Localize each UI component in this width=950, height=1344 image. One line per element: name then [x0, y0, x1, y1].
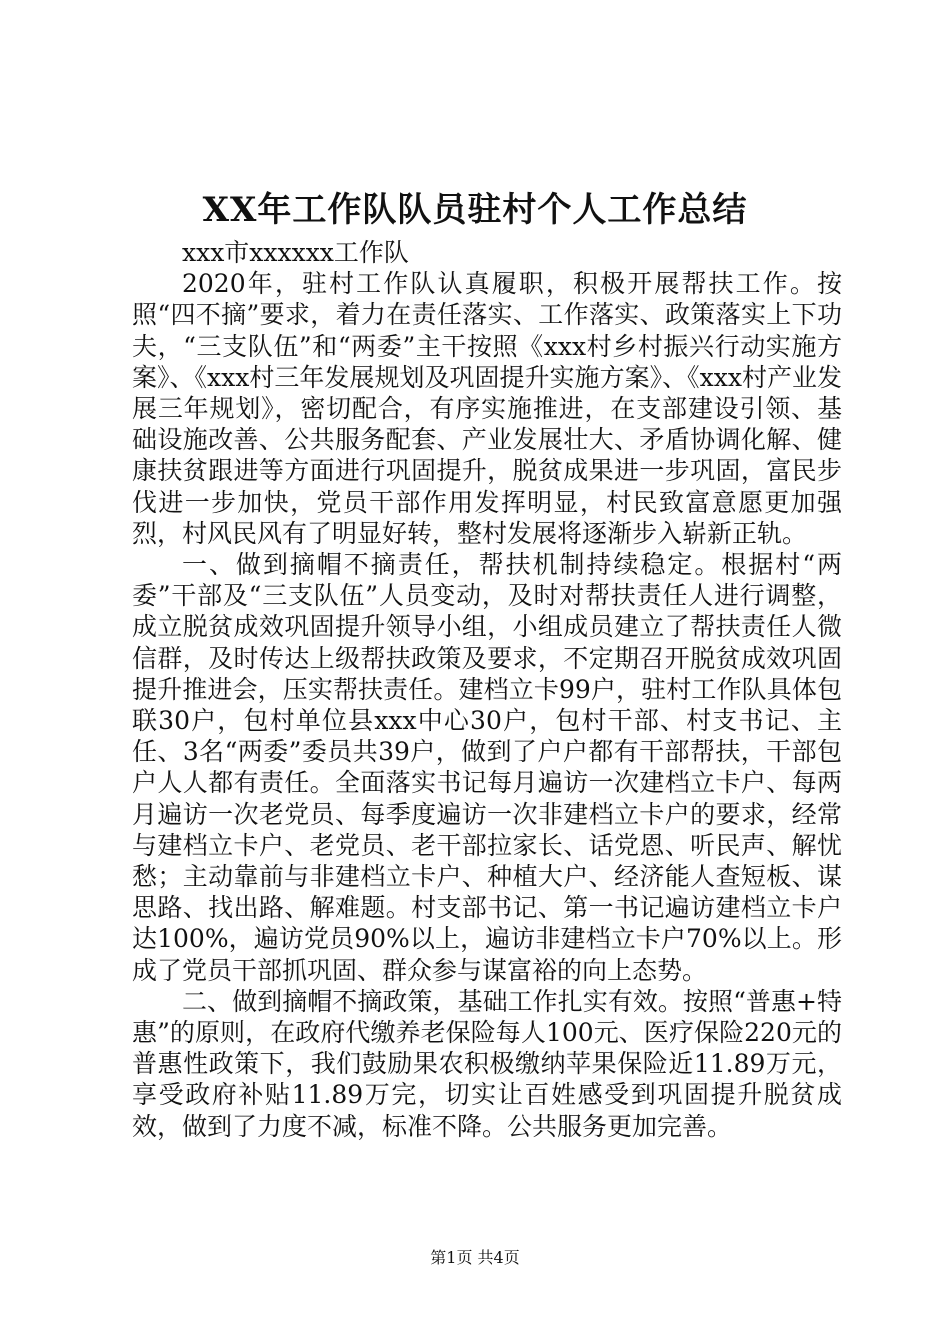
page-footer: 第1页 共4页 [430, 1248, 520, 1267]
document-title: XX年工作队队员驻村个人工作总结 [202, 190, 748, 230]
document-body [132, 237, 842, 1142]
paragraph-section-1: 一、做到摘帽不摘责任，帮扶机制持续稳定。根据村“两委”干部及“三支队伍”人员变动，及时对帮扶责任人进行调整，成立脱贫成效巩固提升领导小组，小组成员建立了帮扶责任人微信群，及时传达上级帮扶政策及要求，不定期召开脱贫成效巩固提升推进会，压实帮扶责任。建档立卡99户，驻村工作队具体包联30户，包村单位县xxx中心30户，包村干部、村支书记、主任、3名“两委”委员共39户，做到了户户都有干部帮扶，干部包户人人都有责任。全面落实书记每月遍访一次建档立卡户、每两月遍访一次老党员、每季度遍访一次非建档立卡户的要求，经常与建档立卡户、老党员、老干部拉家长、话党恩、听民声、解忧愁；主动靠前与非建档立卡户、种植大户、经济能人查短板、谋思路、找出路、解难题。村支部书记、第一书记遍访建档立卡户达100%，遍访党员90%以上，遍访非建档立卡户70%以上。形成了党员干部抓巩固、群众参与谋富裕的向上态势。 [132, 550, 842, 985]
paragraph-intro: 2020年，驻村工作队认真履职，积极开展帮扶工作。按照“四不摘”要求，着力在责任落实、工作落实、政策落实上下功夫，“三支队伍”和“两委”主干按照《xxx村乡村振兴行动实施方案》、《xxx村三年发展规划及巩固提升实施方案》、《xxx村产业发展三年规划》，密切配合，有序实施推进，在支部建设引领、基础设施改善、公共服务配套、产业发展壮大、矛盾协调化解、健康扶贫跟进等方面进行巩固提升，脱贫成果进一步巩固，富民步伐进一步加快，党员干部作用发挥明显，村民致富意愿更加强烈，村风民风有了明显好转，整村发展将逐渐步入崭新正轨。 [132, 269, 842, 548]
paragraph-section-2: 二、做到摘帽不摘政策，基础工作扎实有效。按照“普惠+特惠”的原则，在政府代缴养老保险每人100元、医疗保险220元的普惠性政策下，我们鼓励果农积极缴纳苹果保险近11.89万元，享受政府补贴11.89万完，切实让百姓感受到巩固提升脱贫成效，做到了力度不减，标准不降。公共服务更加完善。 [132, 986, 842, 1141]
author-line: xxx市xxxxxx工作队 [182, 238, 409, 267]
